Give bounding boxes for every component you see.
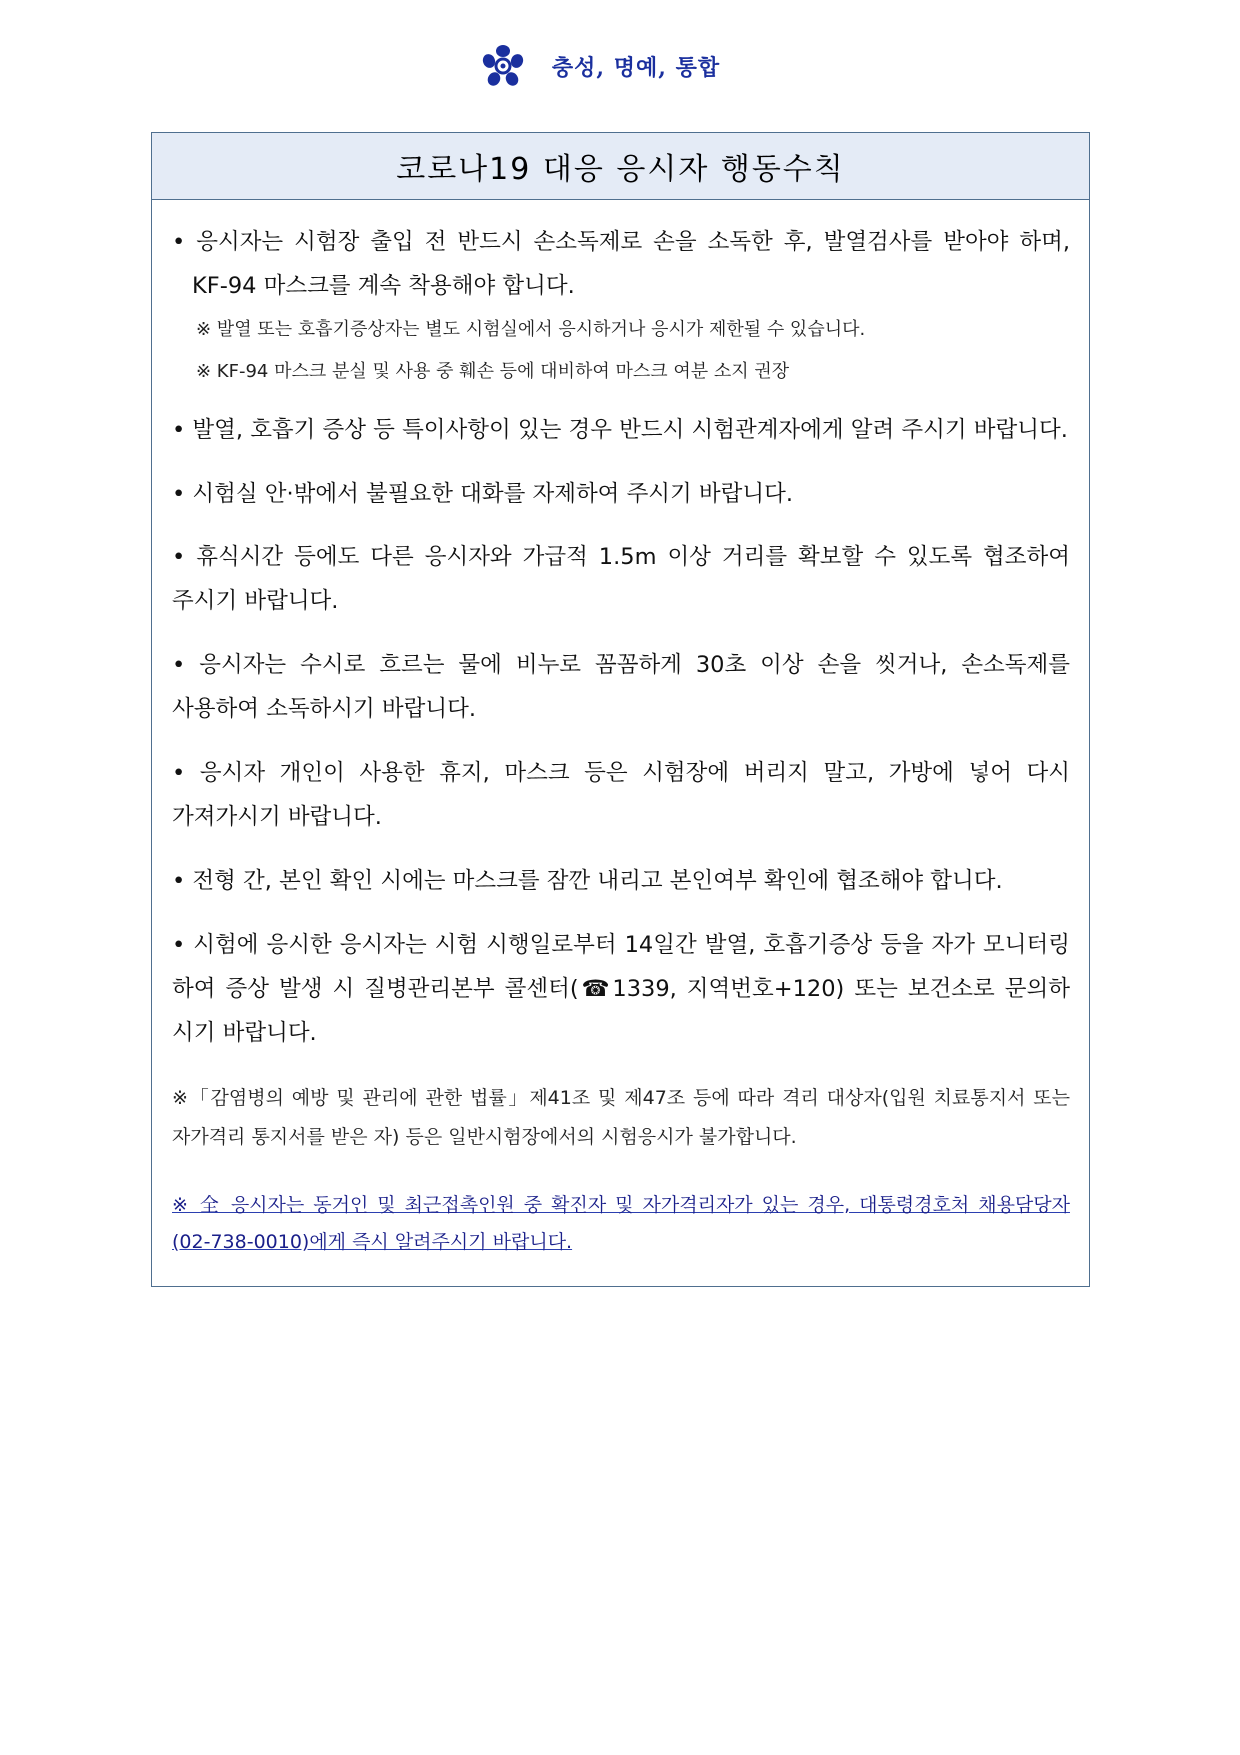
item-5-line-2: 사용하여 소독하시기 바랍니다. (172, 696, 477, 722)
item-4-line-1: • 휴식시간 등에도 다른 응시자와 가급적 1.5m 이상 거리를 확보할 수 있도록 협조하여 (172, 544, 1070, 570)
page-header (0, 38, 1240, 94)
item-5-line-1: • 응시자는 수시로 흐르는 물에 비누로 꼼꼼하게 30초 이상 손을 씻거나, 손소독제를 (172, 652, 1070, 678)
item-1-line-2: KF-94 마스크를 계속 착용해야 합니다. (192, 273, 575, 299)
item-1-note-2: ※ KF-94 마스크 분실 및 사용 중 훼손 등에 대비하여 마스크 여분 소지 권장 (196, 361, 790, 382)
item-8-line-1: • 시험에 응시한 응시자는 시험 시행일로부터 14일간 발열, 호흡기증상 등을 자가 모니터링 (172, 932, 1070, 958)
item-3-line-1: • 시험실 안·밖에서 불필요한 대화를 자제하여 주시기 바랍니다. (172, 481, 794, 507)
item-1-note-1: ※ 발열 또는 호흡기증상자는 별도 시험실에서 응시하거나 응시가 제한될 수 있습니다. (196, 319, 866, 340)
item-1-line-1: • 응시자는 시험장 출입 전 반드시 손소독제로 손을 소독한 후, 발열검사를 받아야 하며, (172, 229, 1070, 255)
motto-text: 충성, 명예, 통합 (551, 54, 721, 81)
item-7-line-1: • 전형 간, 본인 확인 시에는 마스크를 잠깐 내리고 본인여부 확인에 협조해야 합니다. (172, 868, 1003, 894)
law-note-line-1: ※「감염병의 예방 및 관리에 관한 법률」제41조 및 제47조 등에 따라 격리 대상자(입원 치료통지서 또는 (172, 1087, 1070, 1109)
item-6-line-1: • 응시자 개인이 사용한 휴지, 마스크 등은 시험장에 버리지 말고, 가방에 넣어 다시 (172, 760, 1070, 786)
law-note-line-2: 자가격리 통지서를 받은 자) 등은 일반시험장에서의 시험응시가 불가합니다. (172, 1126, 797, 1148)
item-2-line-1: • 발열, 호흡기 증상 등 특이사항이 있는 경우 반드시 시험관계자에게 알려 주시기 바랍니다. (172, 417, 1068, 443)
notice-title: 코로나19 대응 응시자 행동수칙 (152, 133, 1089, 200)
flower-emblem-icon (480, 43, 526, 89)
contact-note-line-2: (02-738-0010)에게 즉시 알려주시기 바랍니다. (172, 1231, 573, 1253)
contact-note-line-1: ※ 全 응시자는 동거인 및 최근접촉인원 중 확진자 및 자가격리자가 있는 경우, 대통령경호처 채용담당자 (172, 1194, 1070, 1216)
notice-box (151, 132, 1090, 1287)
item-4-line-2: 주시기 바랍니다. (172, 588, 339, 614)
item-8-line-2: 하여 증상 발생 시 질병관리본부 콜센터(☎1339, 지역번호+120) 또는 보건소로 문의하 (172, 976, 1070, 1002)
item-6-line-2: 가져가시기 바랍니다. (172, 804, 382, 830)
item-8-line-3: 시기 바랍니다. (172, 1020, 317, 1046)
